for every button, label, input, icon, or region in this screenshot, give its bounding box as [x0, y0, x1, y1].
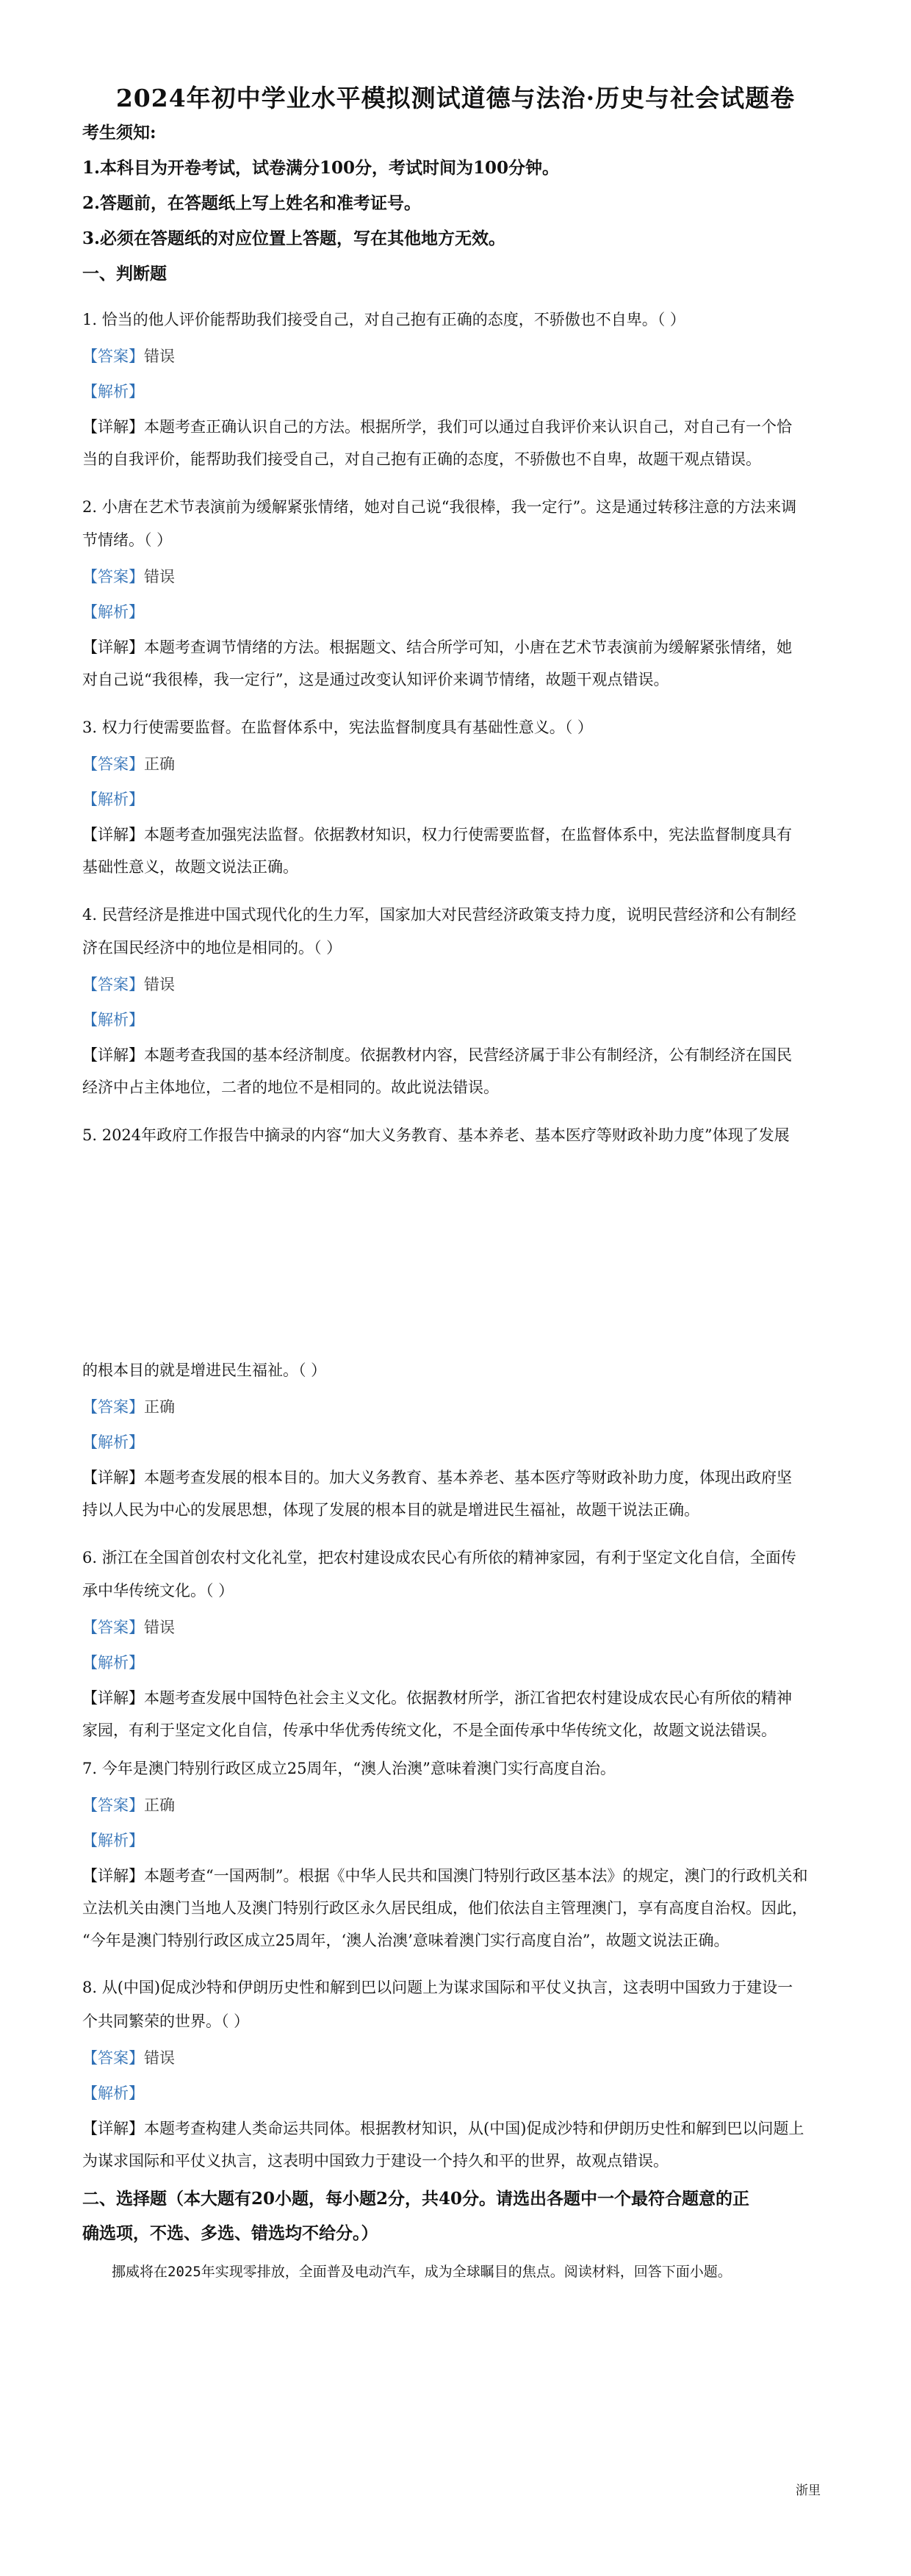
answer-value: 错误 [144, 2049, 175, 2067]
question-6-detail [82, 1687, 830, 1709]
question-1-detail-cont: 当的自我评价，能帮助我们接受自己，对自己抱有正确的态度，不骄傲也不自卑，故题干观点错误。 [82, 450, 761, 468]
answer-label: 【答案】 [82, 348, 144, 365]
detail-label: 【详解】 [82, 638, 144, 656]
answer-value: 正确 [144, 1398, 175, 1416]
detail-text: 本题考查发展中国特色社会主义文化。依据教材所学，浙江省把农村建设成农民心有所依的精神 [144, 1689, 792, 1707]
question-1-analysis-label: 【解析】 [82, 383, 144, 400]
question-6-analysis-label: 【解析】 [82, 1654, 144, 1672]
question-1-detail [82, 416, 830, 438]
question-2-answer [82, 566, 830, 588]
question-8-detail [82, 2118, 830, 2140]
answer-value: 正确 [144, 755, 175, 773]
question-2-detail [82, 636, 830, 658]
footer-mark: 浙里 [796, 2483, 821, 2498]
question-5-text: 5. 2024年政府工作报告中摘录的内容“加大义务教育、基本养老、基本医疗等财政补助力度”体现了发展 [82, 1126, 790, 1144]
answer-label: 【答案】 [82, 1619, 144, 1636]
notice-item-3: 3.必须在答题纸的对应位置上答题，写在其他地方无效。 [82, 229, 506, 248]
question-3-detail-cont: 基础性意义，故题文说法正确。 [82, 858, 298, 876]
section-2-heading-cont: 确选项，不选、多选、错选均不给分。） [82, 2223, 378, 2243]
question-5-answer [82, 1396, 830, 1418]
question-2-detail-cont: 对自己说“我很棒，我一定行”，这是通过改变认知评价来调节情绪，故题干观点错误。 [82, 671, 669, 688]
notice-heading: 考生须知: [82, 123, 156, 143]
answer-label: 【答案】 [82, 568, 144, 586]
detail-text: 本题考查构建人类命运共同体。根据教材知识，从(中国)促成沙特和伊朗历史性和解到巴以问题上 [144, 2120, 804, 2137]
answer-label: 【答案】 [82, 1796, 144, 1814]
notice-item-1: 1.本科目为开卷考试，试卷满分100分，考试时间为100分钟。 [82, 158, 560, 178]
answer-label: 【答案】 [82, 1398, 144, 1416]
detail-label: 【详解】 [82, 826, 144, 843]
question-5-detail-cont: 持以人民为中心的发展思想，体现了发展的根本目的就是增进民生福祉，故题干说法正确。 [82, 1501, 699, 1519]
question-3-analysis-label: 【解析】 [82, 791, 144, 808]
question-4-detail [82, 1044, 830, 1066]
section-1-heading: 一、判断题 [82, 264, 167, 284]
answer-value: 错误 [144, 568, 175, 586]
question-6-text: 6. 浙江在全国首创农村文化礼堂，把农村建设成农民心有所依的精神家园，有利于坚定文化自信，全面传 [82, 1549, 796, 1566]
answer-value: 正确 [144, 1796, 175, 1814]
question-5-text-cont: 的根本目的就是增进民生福祉。（ ） [82, 1361, 327, 1379]
detail-text: 本题考查发展的根本目的。加大义务教育、基本养老、基本医疗等财政补助力度，体现出政府坚 [144, 1469, 792, 1486]
question-7-text: 7. 今年是澳门特别行政区成立25周年，“澳人治澳”意味着澳门实行高度自治。 [82, 1760, 616, 1777]
question-8-detail-cont: 为谋求国际和平仗义执言，这表明中国致力于建设一个持久和平的世界，故观点错误。 [82, 2152, 669, 2170]
detail-label: 【详解】 [82, 1046, 144, 1064]
question-6-detail-cont: 家园，有利于坚定文化自信，传承中华优秀传统文化，不是全面传承中华传统文化，故题文说法错误。 [82, 1721, 777, 1739]
answer-label: 【答案】 [82, 2049, 144, 2067]
notice-item-2: 2.答题前，在答题纸上写上姓名和准考证号。 [82, 193, 422, 213]
detail-text: 本题考查调节情绪的方法。根据题文、结合所学可知，小唐在艺术节表演前为缓解紧张情绪，她 [144, 638, 792, 656]
question-3-text: 3. 权力行使需要监督。在监督体系中，宪法监督制度具有基础性意义。（ ） [82, 719, 593, 736]
detail-text: 本题考查加强宪法监督。依据教材知识，权力行使需要监督，在监督体系中，宪法监督制度具有 [144, 826, 792, 843]
question-8-analysis-label: 【解析】 [82, 2084, 144, 2102]
question-7-detail-cont: 立法机关由澳门当地人及澳门特别行政区永久居民组成，他们依法自主管理澳门，享有高度自治权。因此， [82, 1899, 807, 1917]
question-7-answer [82, 1794, 830, 1816]
question-8-answer [82, 2047, 830, 2069]
question-8-text-cont: 个共同繁荣的世界。（ ） [82, 2012, 250, 2030]
question-7-detail-cont-2: “今年是澳门特别行政区成立25周年，‘澳人治澳’意味着澳门实行高度自治”，故题文说法正确。 [82, 1932, 730, 1949]
question-4-analysis-label: 【解析】 [82, 1011, 144, 1029]
answer-label: 【答案】 [82, 976, 144, 993]
detail-label: 【详解】 [82, 418, 144, 436]
question-3-detail [82, 824, 830, 846]
question-5-analysis-label: 【解析】 [82, 1433, 144, 1451]
question-4-text-cont: 济在国民经济中的地位是相同的。（ ） [82, 939, 342, 957]
section-2-heading: 二、选择题（本大题有20小题，每小题2分，共40分。请选出各题中一个最符合题意的正 [82, 2189, 750, 2209]
answer-value: 错误 [144, 348, 175, 365]
question-2-analysis-label: 【解析】 [82, 603, 144, 621]
question-4-detail-cont: 经济中占主体地位，二者的地位不是相同的。故此说法错误。 [82, 1079, 499, 1096]
page-title: 2024年初中学业水平模拟测试道德与法治·历史与社会试题卷 [115, 84, 796, 112]
answer-label: 【答案】 [82, 755, 144, 773]
question-4-text: 4. 民营经济是推进中国式现代化的生力军，国家加大对民营经济政策支持力度，说明民营经济和公有制经 [82, 906, 796, 924]
detail-text: 本题考查“一国两制”。根据《中华人民共和国澳门特别行政区基本法》的规定，澳门的行政机关和 [144, 1867, 808, 1885]
answer-value: 错误 [144, 1619, 175, 1636]
question-2-text: 2. 小唐在艺术节表演前为缓解紧张情绪，她对自己说“我很棒，我一定行”。这是通过转移注意的方法来调 [82, 498, 797, 516]
question-6-text-cont: 承中华传统文化。（ ） [82, 1582, 234, 1600]
question-7-detail [82, 1865, 830, 1887]
question-5-detail [82, 1467, 830, 1489]
question-4-answer [82, 974, 830, 996]
question-1-answer [82, 345, 830, 367]
detail-text: 本题考查我国的基本经济制度。依据教材内容，民营经济属于非公有制经济，公有制经济在国民 [144, 1046, 792, 1064]
question-7-analysis-label: 【解析】 [82, 1832, 144, 1849]
detail-label: 【详解】 [82, 1867, 144, 1885]
question-3-answer [82, 753, 830, 775]
detail-text: 本题考查正确认识自己的方法。根据所学，我们可以通过自我评价来认识自己，对自己有一个恰 [144, 418, 792, 436]
question-1-text: 1. 恰当的他人评价能帮助我们接受自己，对自己抱有正确的态度，不骄傲也不自卑。（ ） [82, 311, 685, 328]
detail-label: 【详解】 [82, 1469, 144, 1486]
question-6-answer [82, 1616, 830, 1638]
question-2-text-cont: 节情绪。（ ） [82, 531, 173, 549]
reading-material: 挪威将在2025年实现零排放，全面普及电动汽车，成为全球瞩目的焦点。阅读材料，回答下面小题。 [112, 2264, 732, 2280]
detail-label: 【详解】 [82, 2120, 144, 2137]
answer-value: 错误 [144, 976, 175, 993]
question-8-text: 8. 从(中国)促成沙特和伊朗历史性和解到巴以问题上为谋求国际和平仗义执言，这表明中国致力于建设一 [82, 1979, 793, 1996]
detail-label: 【详解】 [82, 1689, 144, 1707]
